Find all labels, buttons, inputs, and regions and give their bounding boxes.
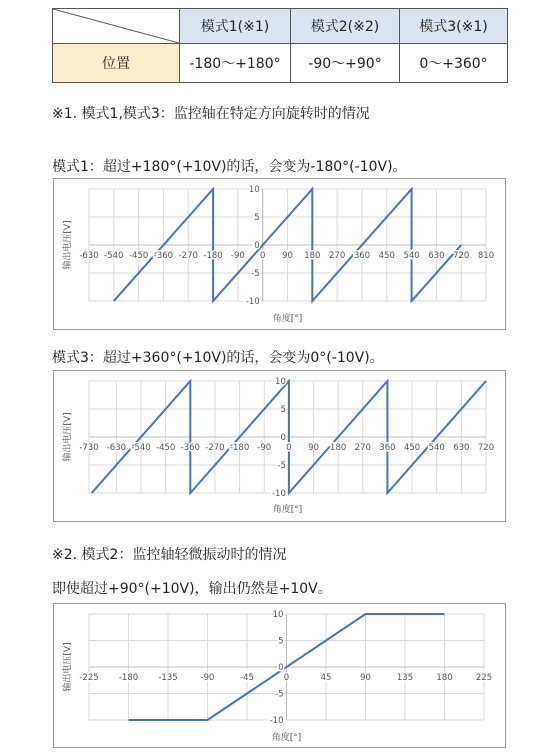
x-tick-label: -630 — [106, 443, 127, 453]
y-tick-label: 5 — [278, 636, 284, 647]
value-mode1: -180～+180° — [180, 44, 291, 83]
x-tick-label: -180 — [229, 443, 250, 453]
x-tick-label: 720 — [477, 443, 495, 453]
chart-mode1-svg — [54, 179, 505, 329]
y-tick-label: 0 — [280, 433, 286, 443]
x-tick-label: 0 — [259, 251, 266, 261]
x-tick-label: -135 — [158, 673, 178, 683]
y-tick-label: 10 — [275, 377, 286, 387]
x-tick-label: -45 — [240, 673, 254, 683]
header-mode1: 模式1(※1) — [180, 9, 291, 44]
mode-table — [52, 8, 508, 83]
x-tick-label: 540 — [428, 443, 445, 453]
x-tick-label: 540 — [403, 251, 420, 261]
x-tick-label: 450 — [378, 251, 395, 261]
note-2: ※2. 模式2：监控轴轻微振动时的情况 — [52, 547, 287, 563]
chart-mode2 — [53, 603, 506, 748]
x-tick-label: 0 — [286, 443, 292, 453]
x-tick-label: 720 — [453, 251, 470, 261]
x-tick-label: -730 — [79, 443, 99, 453]
value-mode3: 0～+360° — [400, 44, 508, 83]
x-tick-label: -630 — [79, 251, 99, 261]
y-tick-label: 5 — [280, 405, 286, 415]
y-tick-label: -10 — [271, 489, 286, 499]
x-tick-label: -360 — [180, 443, 200, 453]
x-tick-label: -450 — [156, 443, 176, 453]
x-tick-label: -90 — [257, 443, 272, 453]
x-tick-label: 0 — [283, 673, 290, 683]
x-tick-label: 90 — [308, 443, 319, 453]
chart-mode2-svg — [54, 604, 505, 747]
x-tick-label: -225 — [79, 673, 99, 683]
row-label-position: 位置 — [53, 44, 180, 83]
header-mode3: 模式3(※1) — [400, 9, 508, 44]
x-tick-label: 135 — [396, 673, 414, 683]
y-tick-label: -10 — [245, 297, 260, 307]
y-tick-label: 0 — [278, 663, 284, 673]
value-mode2: -90～+90° — [291, 44, 400, 83]
x-tick-label: -540 — [131, 443, 151, 453]
y-axis-title: 输出电压[V] — [63, 642, 73, 692]
x-tick-label: 810 — [477, 251, 495, 261]
x-tick-label: -180 — [203, 251, 223, 261]
corner-cell — [53, 9, 180, 44]
x-tick-label: -360 — [153, 251, 174, 261]
y-axis-title: 输出电压[V] — [63, 220, 73, 270]
y-tick-label: -5 — [251, 269, 260, 279]
y-tick-label: -5 — [275, 689, 284, 700]
x-tick-label: 45 — [320, 673, 332, 683]
x-tick-label: 180 — [436, 673, 453, 683]
x-axis-title: 角度[°] — [272, 314, 303, 324]
y-axis-title: 输出电压[V] — [63, 412, 73, 462]
y-tick-label: -5 — [277, 461, 286, 471]
x-tick-label: 270 — [329, 251, 346, 261]
x-tick-label: 450 — [403, 443, 421, 453]
x-tick-label: 360 — [353, 251, 371, 261]
x-tick-label: -90 — [200, 673, 215, 683]
chart-mode3-svg — [54, 371, 505, 521]
x-tick-label: -180 — [118, 673, 139, 683]
x-tick-label: 180 — [304, 251, 321, 261]
x-tick-label: 360 — [379, 443, 396, 453]
x-tick-label: 630 — [453, 443, 470, 453]
x-tick-label: 90 — [282, 251, 293, 261]
mode1-caption: 模式1：超过+180°(+10V)的话，会变为-180°(-10V)。 — [52, 159, 407, 175]
x-axis-title: 角度[°] — [272, 505, 303, 515]
y-tick-label: 5 — [254, 213, 260, 223]
chart-mode3 — [53, 370, 506, 522]
chart-mode1 — [53, 178, 506, 330]
diagonal-line — [53, 9, 179, 43]
x-tick-label: -540 — [104, 251, 124, 261]
x-tick-label: -450 — [128, 251, 149, 261]
x-tick-label: -90 — [230, 251, 245, 261]
x-tick-label: 90 — [360, 673, 371, 683]
x-tick-label: 225 — [475, 673, 493, 683]
y-tick-label: 0 — [254, 241, 260, 251]
x-tick-label: -270 — [205, 443, 225, 453]
y-tick-label: -10 — [269, 716, 284, 726]
note-1: ※1. 模式1,模式3：监控轴在特定方向旋转时的情况 — [52, 106, 370, 122]
x-tick-label: -270 — [178, 251, 198, 261]
mode2-caption: 即使超过+90°(+10V)，输出仍然是+10V。 — [52, 581, 332, 597]
x-tick-label: 180 — [330, 443, 347, 453]
x-tick-label: 630 — [428, 251, 445, 261]
header-mode2: 模式2(※2) — [291, 9, 400, 44]
y-tick-label: 10 — [272, 610, 284, 620]
x-tick-label: 270 — [354, 443, 371, 453]
mode3-caption: 模式3：超过+360°(+10V)的话，会变为0°(-10V)。 — [52, 350, 384, 366]
y-tick-label: 10 — [248, 185, 260, 195]
x-axis-title: 角度[°] — [271, 733, 302, 743]
